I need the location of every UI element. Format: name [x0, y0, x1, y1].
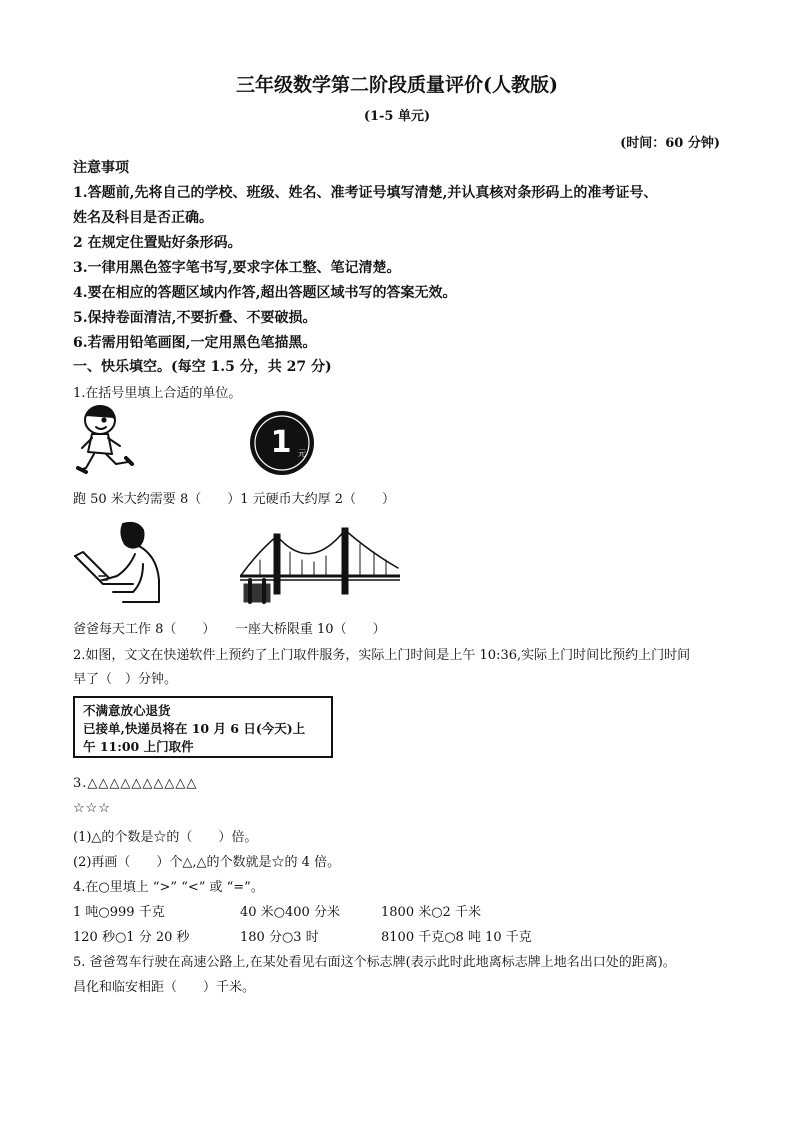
- q1-prompt: 1.在括号里填上合适的单位。: [73, 386, 242, 401]
- coin-unit-text: 元: [298, 449, 306, 458]
- note-item-3: 3.一律用黑色签字笔书写,要求字体工整、笔记清楚。: [73, 260, 401, 276]
- q2-line1: 2.如图，文文在快递软件上预约了上门取件服务，实际上门时间是上午 10:36,实际上门时间比预约上门时间: [73, 648, 691, 663]
- q4-item-2-3: 8100 千克○8 吨 10 千克: [381, 930, 532, 945]
- q3-triangles: 3.△△△△△△△△△△: [73, 776, 198, 791]
- courier-notice-box: [73, 696, 333, 758]
- q4-item-2-1: 120 秒○1 分 20 秒: [73, 930, 190, 945]
- q3-sub1: (1)△的个数是☆的（ ）倍。: [73, 830, 258, 845]
- note-item-1b: 姓名及科目是否正确。: [73, 210, 213, 226]
- note-item-6: 6.若需用铅笔画图,一定用黑色笔描黑。: [73, 335, 317, 351]
- notes-heading: 注意事项: [73, 160, 129, 176]
- section-1-heading: 一、快乐填空。(每空 1.5 分，共 27 分): [73, 359, 332, 375]
- q4-prompt: 4.在○里填上 “>” “<” 或 “=”。: [73, 880, 264, 895]
- note-item-5: 5.保持卷面清洁,不要折叠、不要破损。: [73, 310, 317, 326]
- courier-notice-line-3: 午 11:00 上门取件: [83, 739, 194, 754]
- running-boy-image: [76, 402, 136, 482]
- q4-item-1-1: 1 吨○999 千克: [73, 905, 165, 920]
- page-subtitle: (1-5 单元): [363, 109, 431, 124]
- coin-digit: 1: [270, 425, 292, 460]
- q4-item-1-2: 40 米○400 分米: [240, 905, 340, 920]
- note-item-4: 4.要在相应的答题区域内作答,超出答题区域书写的答案无效。: [73, 285, 457, 301]
- bridge-image: [240, 522, 400, 604]
- q3-sub2: (2)再画（ ）个△,△的个数就是☆的 4 倍。: [73, 855, 341, 870]
- q1-row1: 跑 50 米大约需要 8（ ）1 元硬币大约厚 2（ ）: [73, 492, 396, 507]
- note-item-1a: 1.答题前,先将自己的学校、班级、姓名、准考证号填写清楚,并认真核对条形码上的准考证号、: [73, 185, 658, 201]
- q1-row2: 爸爸每天工作 8（ ） 一座大桥限重 10（ ）: [73, 622, 386, 637]
- courier-notice-line-2: 已接单,快递员将在 10 月 6 日(今天)上: [83, 721, 306, 736]
- q2-line2: 早了（ ）分钟。: [73, 672, 178, 687]
- q5-line2: 昌化和临安相距（ ）千米。: [73, 980, 256, 995]
- time-limit: (时间：60 分钟): [620, 136, 720, 151]
- q5-line1: 5. 爸爸驾车行驶在高速公路上,在某处看见右面这个标志牌(表示此时此地离标志牌上地名出口处的距离)。: [73, 955, 676, 970]
- page-title: 三年级数学第二阶段质量评价(人教版): [236, 74, 558, 96]
- coin-image: [247, 408, 317, 478]
- man-laptop-image: [73, 520, 163, 605]
- q3-stars: ☆☆☆: [73, 801, 111, 816]
- courier-notice-line-1: 不满意放心退货: [83, 703, 171, 718]
- q4-item-2-2: 180 分○3 时: [240, 930, 319, 945]
- q4-item-1-3: 1800 米○2 千米: [381, 905, 481, 920]
- note-item-2: 2 在规定住置贴好条形码。: [73, 235, 242, 251]
